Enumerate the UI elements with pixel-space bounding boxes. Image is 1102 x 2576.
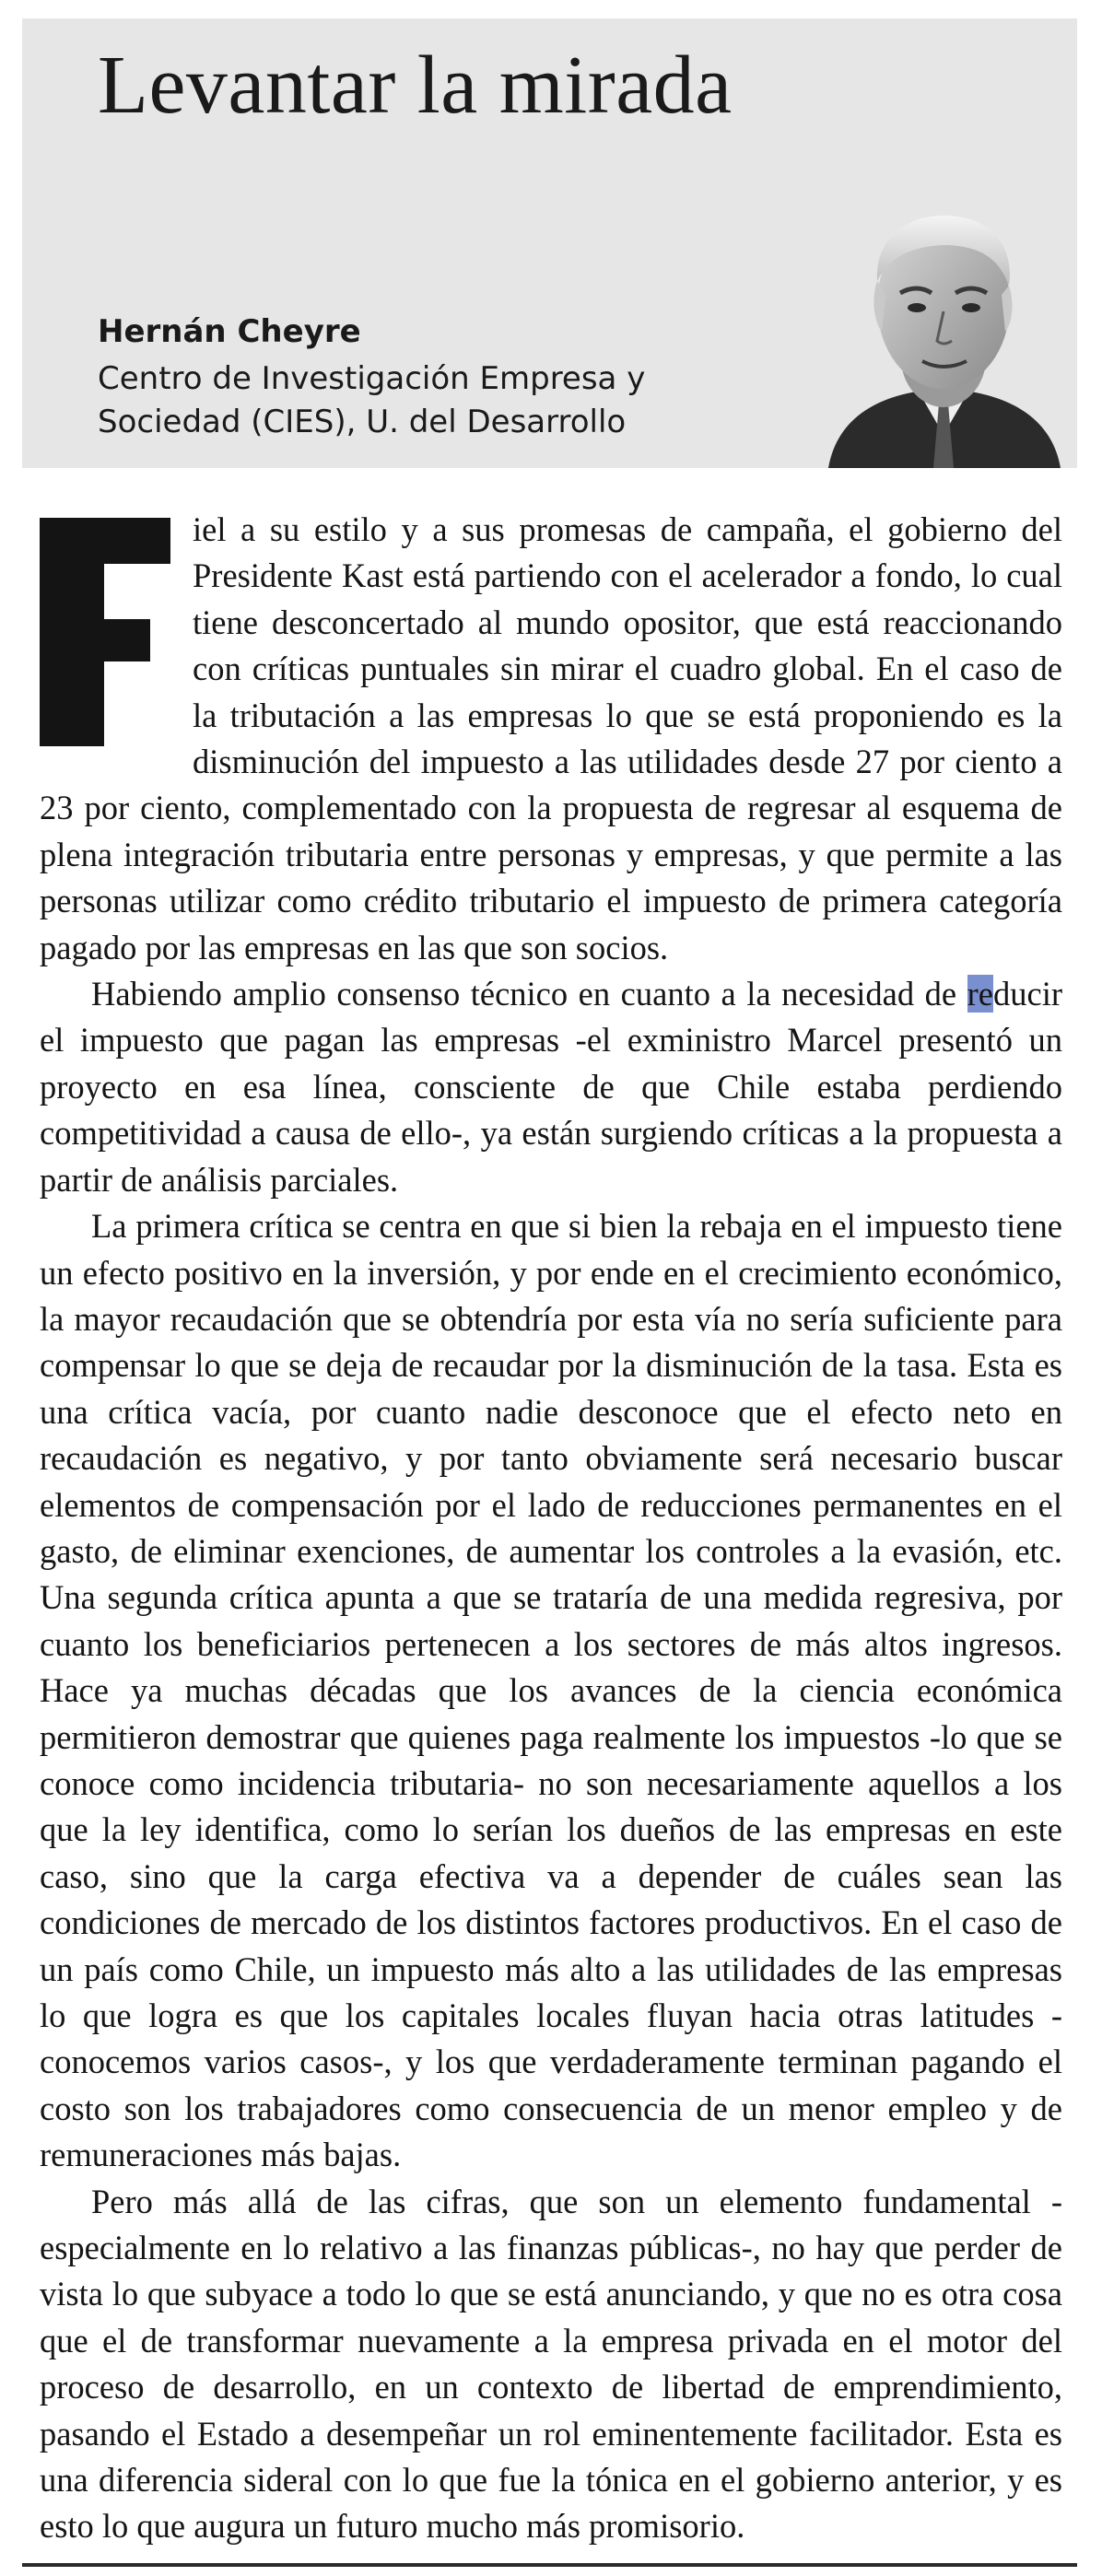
paragraph-3: La primera crítica se centra en que si bien la rebaja en el impuesto tiene un efecto positivo en la inversión, y por ende en el crecimiento económico, la mayor recaudación que se obtendría por esta vía no sería suficiente para compensar lo que se deja de recaudar por la disminución de la tasa. Esta es una crítica vacía, por cuanto nadie desconoce que el efecto neto en recaudación es negativo, y por tanto obviamente será necesario buscar elementos de compensación por el lado de reducciones permanentes en el gasto, de eliminar exenciones, de aumentar los controles a la evasión, etc. Una segunda crítica apunta a que se trataría de una medida regresiva, por cuanto los beneficiarios pertenecen a los sectores de más altos ingresos. Hace ya muchas décadas que los avances de la ciencia económica permitieron demostrar que quienes paga realmente los impuestos -lo que se conoce como incidencia tributaria- no son necesariamente aquellos a los que la ley identifica, como lo serían los dueños de las empresas en este caso, sino que la carga efectiva va a depender de cuáles sean las condiciones de mercado de los distintos factores productivos. En el caso de un país como Chile, un impuesto más alto a las utilidades de las empresas lo que logra es que los capitales locales fluyan hacia otras latitudes -conocemos varios casos-, y los que verdaderamente terminan pagando el costo son los trabajadores como consecuencia de un menor empleo y de remuneraciones más bajas. — [40, 1207, 1062, 2174]
article-body — [40, 507, 1062, 2550]
author-portrait — [810, 193, 1077, 468]
paragraph-1 — [40, 507, 1062, 971]
bottom-rule — [22, 2563, 1077, 2567]
paragraph-2-text-b: ducir el impuesto que pagan las empresas -el exministro Marcel presentó un proyecto en esa línea, consciente de que Chile estaba perdiendo competitividad a causa de ello-, ya están surgiendo críticas a la propuesta a partir de análisis parciales. — [40, 975, 1062, 1199]
paragraph-2 — [40, 971, 1062, 1203]
paragraph-1-text: iel a su estilo y a sus promesas de campaña, el gobierno del Presidente Kast está partiendo con el acelerador a fondo, lo cual tiene desconcertado al mundo opositor, que está reaccionando con críticas puntuales sin mirar el cuadro global. En el caso de la tributación a las empresas lo que se está proponiendo es la disminución del impuesto a las utilidades desde 27 por ciento a 23 por ciento, complementado con la propuesta de regresar al esquema de plena integración tributaria entre personas y empresas, y que permite a las personas utilizar como crédito tributario el impuesto de primera categoría pagado por las empresas en las que son socios. — [40, 510, 1062, 966]
author-name: Hernán Cheyre — [98, 313, 361, 350]
author-affiliation: Centro de Investigación Empresa y Sociedad (CIES), U. del Desarrollo — [98, 360, 646, 440]
paragraph-2-text-a: Habiendo amplio consenso técnico en cuanto a la necesidad de — [91, 975, 967, 1013]
article-title: Levantar la mirada — [98, 40, 733, 131]
drop-cap-letter — [40, 518, 41, 519]
paragraph-4: Pero más allá de las cifras, que son un elemento fundamental -especialmente en lo relativo a las finanzas públicas-, no hay que perder de vista lo que subyace a todo lo que se está anunciando, y que no es otra cosa que el de transformar nuevamente a la empresa privada en el motor del proceso de desarrollo, en un contexto de libertad de emprendimiento, pasando el Estado a desempeñar un rol eminentemente facilitador. Esta es una diferencia sideral con lo que fue la tónica en el gobierno anterior, y es esto lo que augura un futuro mucho más promisorio. — [40, 2182, 1062, 2546]
drop-cap — [40, 518, 170, 746]
selection-highlight[interactable]: re — [967, 975, 993, 1013]
header-panel — [22, 18, 1077, 468]
